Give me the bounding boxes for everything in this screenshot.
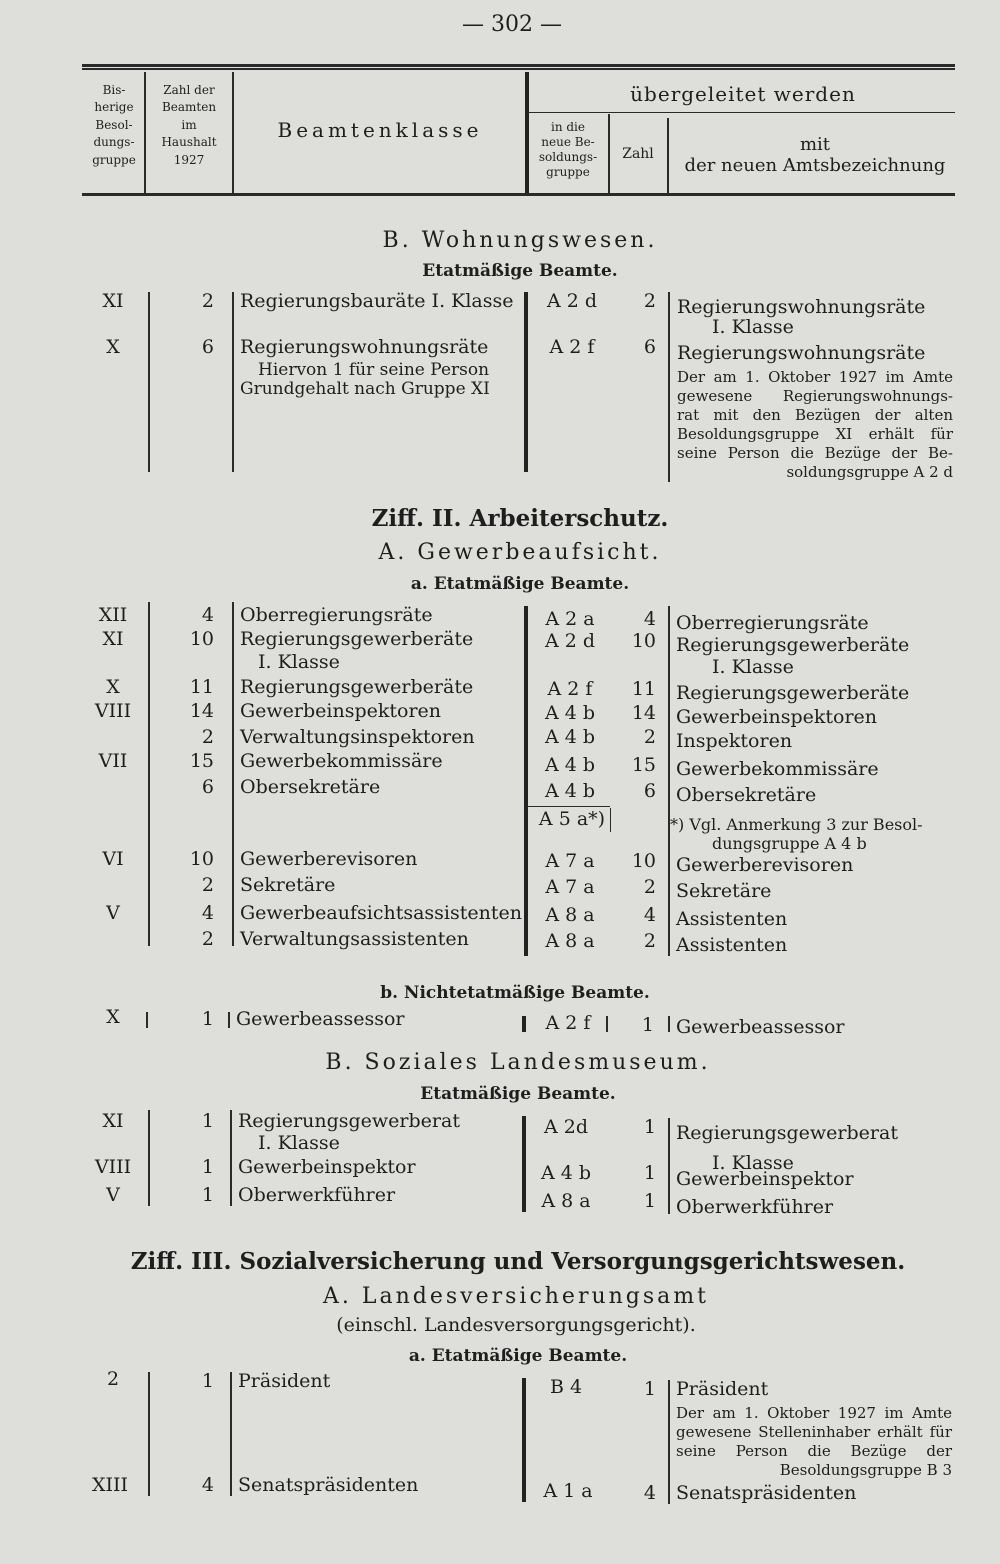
header-divider — [144, 72, 146, 193]
row-count: 4 — [201, 604, 214, 626]
row-group: 2 — [106, 1368, 120, 1390]
row-class: Gewerberevisoren — [240, 848, 418, 870]
row-new-group: A 4 b — [544, 780, 596, 802]
footnote: Der am 1. Oktober 1927 im Amte gewesene Stelleninhaber erhält für seine Person die Bezüge der Besoldungsgruppe B 3 — [676, 1404, 952, 1479]
row-title: Gewerbeassessor — [676, 1016, 845, 1038]
header-top-rule — [82, 64, 955, 67]
row-number: 1 — [641, 1014, 654, 1036]
row-count: 2 — [201, 874, 214, 896]
header-sub-rule — [528, 112, 955, 113]
row-class: Gewerbekommissäre — [240, 750, 443, 772]
row-title: Assistenten — [676, 934, 788, 956]
row-number: 11 — [631, 678, 656, 700]
row-count: 11 — [189, 676, 214, 698]
row-new-group: B 4 — [549, 1376, 583, 1398]
section-subtitle: Etatmäßige Beamte. — [422, 261, 618, 281]
row-number: 1 — [643, 1190, 656, 1212]
row-count: 6 — [201, 336, 214, 358]
row-title: Regierungsgewerberäte — [676, 682, 910, 704]
row-group: XI — [102, 290, 124, 312]
footnote: Der am 1. Oktober 1927 im Amte gewesene Regierungswohnungs- rat mit den Bezügen der alten Besoldungsgruppe XI erhält für seine Person die Bezüge der Be- soldungsgruppe A 2 d — [677, 368, 953, 481]
row-title: Regierungsgewerberäte — [676, 634, 910, 656]
header-divider — [232, 72, 234, 193]
column-rule — [524, 292, 528, 472]
column-rule — [668, 292, 670, 482]
row-new-group: A 7 a — [545, 850, 595, 872]
row-new-group: A 2 f — [549, 336, 595, 358]
row-count: 1 — [201, 1184, 214, 1206]
row-number: 15 — [631, 754, 656, 776]
section-title: A. Gewerbeaufsicht. — [378, 540, 662, 565]
row-class: Gewerbeinspektoren — [240, 700, 442, 722]
row-title: Präsident — [676, 1378, 769, 1400]
column-rule — [230, 1110, 232, 1206]
row-number: 2 — [643, 726, 656, 748]
column-rule — [668, 1380, 670, 1504]
row-class-cont: I. Klasse — [258, 1132, 340, 1154]
row-new-group: A 7 a — [545, 876, 595, 898]
row-number: 1 — [643, 1378, 656, 1400]
column-rule — [148, 602, 150, 946]
row-count: 6 — [201, 776, 214, 798]
header-col-class: Beamtenklasse — [277, 118, 483, 142]
row-count: 1 — [201, 1110, 214, 1132]
row-title-cont: I. Klasse — [712, 316, 794, 338]
row-count: 4 — [201, 902, 214, 924]
header-col-number: Zahl — [622, 146, 654, 162]
cell-rule — [610, 808, 611, 832]
header-col-title-b: der neuen Amtsbezeichnung — [684, 155, 946, 176]
section-title-cont: (einschl. Landesversorgungsgericht). — [336, 1314, 696, 1336]
header-col-previous-group: Bis- herige Besol- dungs- gruppe — [92, 83, 136, 167]
row-new-group: A 2 f — [545, 1012, 591, 1034]
chapter-title: Ziff. II. Arbeiterschutz. — [371, 505, 669, 532]
row-group: XII — [98, 604, 128, 626]
row-new-group: A 8 a — [541, 1190, 591, 1212]
row-class: Gewerbeassessor — [236, 1008, 405, 1030]
row-group: XI — [102, 628, 124, 650]
row-title: Obersekretäre — [676, 784, 817, 806]
row-group: XI — [102, 1110, 124, 1132]
row-class-cont: I. Klasse — [258, 651, 340, 673]
header-col-title-a: mit — [799, 134, 831, 155]
row-group: V — [106, 1184, 120, 1206]
row-count: 1 — [201, 1008, 214, 1030]
section-title: B. Wohnungswesen. — [382, 228, 658, 253]
row-new-group: A 1 a — [543, 1480, 593, 1502]
row-number: 2 — [643, 930, 656, 952]
row-title: Gewerbeinspektor — [676, 1168, 854, 1190]
row-count: 2 — [201, 726, 214, 748]
row-title: Oberwerkführer — [676, 1196, 834, 1218]
column-rule — [668, 606, 670, 956]
row-number: 2 — [643, 290, 656, 312]
header-top-rule-2 — [82, 68, 955, 70]
cell-rule — [526, 806, 610, 807]
row-class: Oberwerkführer — [238, 1184, 396, 1206]
row-group: VII — [98, 750, 128, 772]
row-group: X — [106, 676, 120, 698]
row-class: Präsident — [238, 1370, 331, 1392]
row-count: 4 — [201, 1474, 214, 1496]
column-rule — [522, 1116, 526, 1212]
row-class: Obersekretäre — [240, 776, 381, 798]
header-divider — [525, 72, 529, 193]
row-group: VIII — [94, 1156, 132, 1178]
column-rule — [148, 292, 150, 472]
row-class: Regierungswohnungsräte — [240, 336, 489, 358]
row-class: Senatspräsidenten — [238, 1474, 419, 1496]
row-title: Assistenten — [676, 908, 788, 930]
row-new-group: A 2 d — [546, 290, 598, 312]
column-rule — [668, 1016, 670, 1032]
row-class-note: Grundgehalt nach Gruppe XI — [240, 379, 490, 399]
row-group: V — [106, 902, 120, 924]
row-new-group: A 2 a — [545, 608, 595, 630]
row-count: 2 — [201, 290, 214, 312]
row-class: Regierungsgewerberat — [238, 1110, 460, 1132]
column-rule — [522, 1016, 526, 1032]
row-class: Verwaltungsinspektoren — [240, 726, 475, 748]
column-rule — [522, 1378, 526, 1502]
row-count: 10 — [189, 848, 214, 870]
section-subtitle: b. Nichtetatmäßige Beamte. — [380, 983, 650, 1003]
row-number: 6 — [643, 336, 656, 358]
row-number: 1 — [643, 1162, 656, 1184]
row-title: Sekretäre — [676, 880, 772, 902]
row-new-group: A 4 b — [544, 754, 596, 776]
column-rule — [148, 1110, 150, 1206]
column-rule — [232, 602, 234, 946]
header-divider — [667, 118, 669, 193]
row-count: 1 — [201, 1370, 214, 1392]
column-rule — [668, 1118, 670, 1214]
row-class-note: Hiervon 1 für seine Person — [258, 360, 490, 380]
row-title: Oberregierungsräte — [676, 612, 869, 634]
row-group: VIII — [94, 700, 132, 722]
row-class: Gewerbeinspektor — [238, 1156, 416, 1178]
row-new-group: A 4 b — [540, 1162, 592, 1184]
row-new-group: A 2d — [543, 1116, 589, 1138]
row-title: Regierungsgewerberat — [676, 1122, 898, 1144]
row-title: Gewerbekommissäre — [676, 758, 879, 780]
footnote: *) Vgl. Anmerkung 3 zur Besol- — [670, 815, 923, 834]
header-transferred: übergeleitet werden — [630, 82, 856, 106]
column-rule — [524, 606, 528, 956]
column-rule — [606, 1016, 608, 1032]
section-subtitle: a. Etatmäßige Beamte. — [410, 574, 630, 594]
row-count: 1 — [201, 1156, 214, 1178]
row-new-group: A 4 b — [544, 702, 596, 724]
header-divider — [608, 114, 610, 193]
row-title: Gewerbeinspektoren — [676, 706, 878, 728]
row-number: 2 — [643, 876, 656, 898]
column-rule — [148, 1372, 150, 1496]
row-title-cont: I. Klasse — [712, 656, 794, 678]
row-number: 10 — [631, 850, 656, 872]
row-title: Gewerberevisoren — [676, 854, 854, 876]
row-group: XIII — [91, 1474, 129, 1496]
column-rule — [228, 1012, 230, 1028]
row-count: 14 — [189, 700, 214, 722]
row-class: Regierungsbauräte I. Klasse — [240, 290, 514, 312]
header-col-new-group: in die neue Be- soldungs- gruppe — [538, 120, 598, 179]
row-class: Regierungsgewerberäte — [240, 676, 474, 698]
row-count: 2 — [201, 928, 214, 950]
row-new-group: A 2 d — [544, 630, 596, 652]
row-group: X — [106, 336, 120, 358]
page-number: — 302 — — [462, 12, 562, 37]
row-new-group: A 8 a — [545, 904, 595, 926]
section-subtitle: Etatmäßige Beamte. — [420, 1084, 616, 1104]
row-count: 10 — [189, 628, 214, 650]
row-number: 1 — [643, 1116, 656, 1138]
section-subtitle: a. Etatmäßige Beamte. — [408, 1346, 628, 1366]
row-number: 10 — [631, 630, 656, 652]
row-number: 4 — [643, 608, 656, 630]
row-title: Regierungswohnungsräte — [677, 342, 926, 364]
row-number: 4 — [643, 904, 656, 926]
row-number: 6 — [643, 780, 656, 802]
footnote-cont: dungsgruppe A 4 b — [712, 834, 867, 853]
row-group: VI — [102, 848, 124, 870]
section-title: B. Soziales Landesmuseum. — [325, 1050, 711, 1075]
row-new-group-alt: A 5 a*) — [538, 808, 606, 830]
header-col-count-1927: Zahl der Beamten im Haushalt 1927 — [161, 83, 217, 167]
row-title-cont: I. Klasse — [712, 1152, 794, 1174]
column-rule — [230, 1372, 232, 1496]
section-title: A. Landesversicherungsamt — [322, 1284, 710, 1309]
row-class: Regierungsgewerberäte — [240, 628, 474, 650]
row-new-group: A 4 b — [544, 726, 596, 748]
row-class: Verwaltungsassistenten — [240, 928, 469, 950]
row-new-group: A 8 a — [545, 930, 595, 952]
row-new-group: A 2 f — [547, 678, 593, 700]
row-title: Senatspräsidenten — [676, 1482, 857, 1504]
column-rule — [232, 292, 234, 472]
row-title: Inspektoren — [676, 730, 793, 752]
row-class: Oberregierungsräte — [240, 604, 433, 626]
row-count: 15 — [189, 750, 214, 772]
row-class: Sekretäre — [240, 874, 336, 896]
row-group: X — [106, 1006, 120, 1028]
chapter-title: Ziff. III. Sozialversicherung und Versorgungsgerichtswesen. — [130, 1248, 906, 1275]
header-bottom-rule — [82, 193, 955, 196]
row-number: 4 — [643, 1482, 656, 1504]
column-rule — [146, 1012, 148, 1028]
row-class: Gewerbeaufsichtsassistenten — [240, 902, 522, 924]
row-number: 14 — [631, 702, 656, 724]
row-title: Regierungswohnungsräte — [677, 296, 926, 318]
